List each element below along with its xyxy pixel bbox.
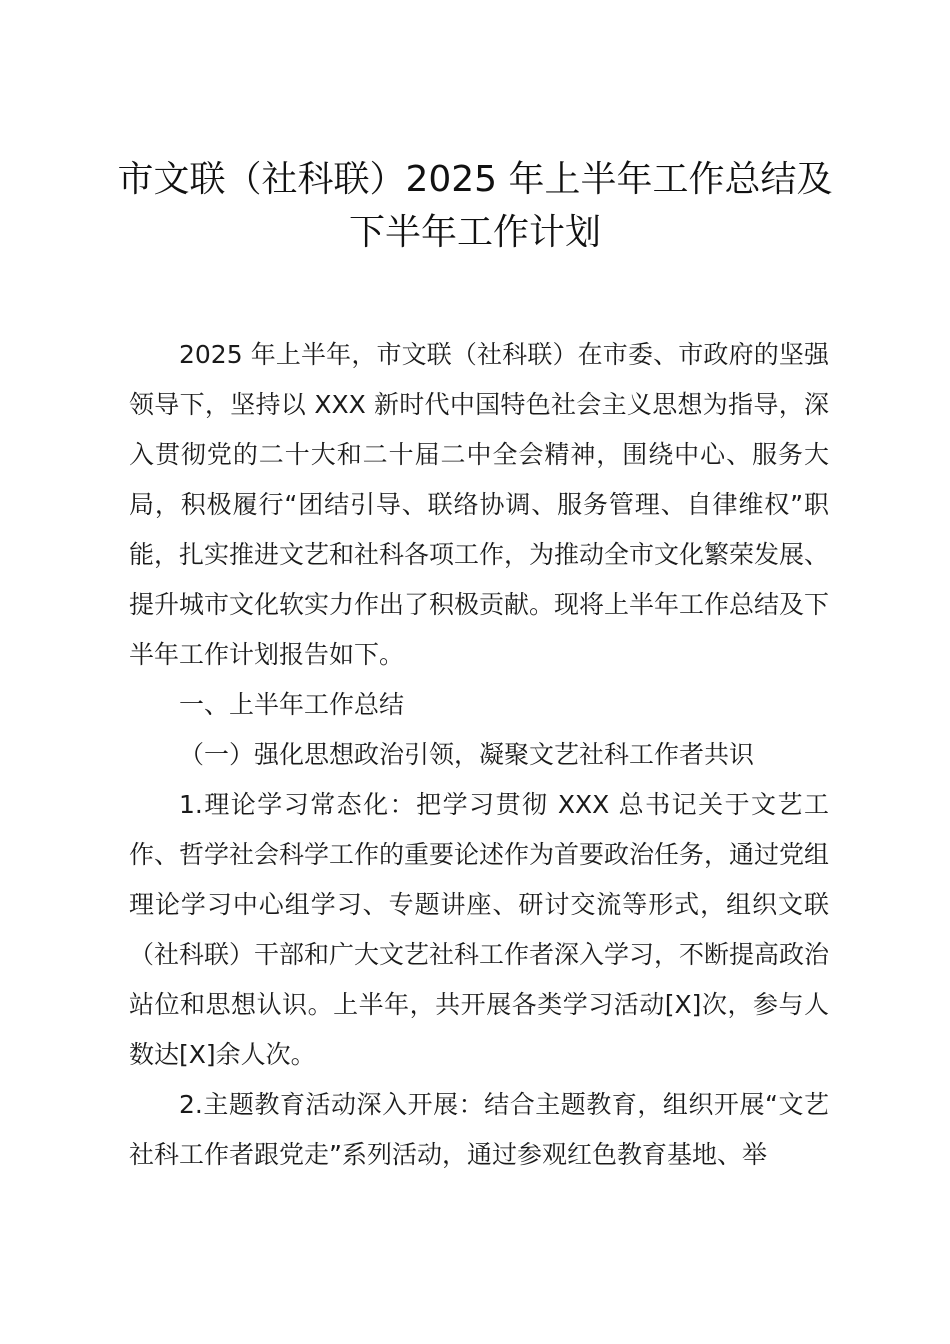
document-title-line-2: 下半年工作计划 xyxy=(348,212,601,253)
item-paragraph-1: 1.理论学习常态化：把学习贯彻 XXX 总书记关于文艺工作、哲学社会科学工作的重要论述作为首要政治任务，通过党组理论学习中心组学习、专题讲座、研讨交流等形式，组织文联（社科联）干部和广大文艺社科工作者深入学习，不断提高政治站位和思想认识。上半年，共开展各类学习活动[X]次，参与人数达[X]余人次。 xyxy=(129,790,830,1069)
section-heading-1: 一、上半年工作总结 xyxy=(179,690,405,719)
item-paragraph-2: 2.主题教育活动深入开展：结合主题教育，组织开展“文艺社科工作者跟党走”系列活动，通过参观红色教育基地、举 xyxy=(129,1090,829,1169)
document-body xyxy=(129,330,829,1180)
intro-paragraph: 2025 年上半年，市文联（社科联）在市委、市政府的坚强领导下，坚持以 XXX 新时代中国特色社会主义思想为指导，深入贯彻党的二十大和二十届二中全会精神，围绕中心、服务大局，积极履行“团结引导、联络协调、服务管理、自律维权”职能，扎实推进文艺和社科各项工作，为推动全市文化繁荣发展、提升城市文化软实力作出了积极贡献。现将上半年工作总结及下半年工作计划报告如下。 xyxy=(129,340,830,669)
document-title-line-1: 市文联（社科联）2025 年上半年工作总结及 xyxy=(117,159,833,200)
subsection-heading-1: （一）强化思想政治引领，凝聚文艺社科工作者共识 xyxy=(179,740,755,769)
